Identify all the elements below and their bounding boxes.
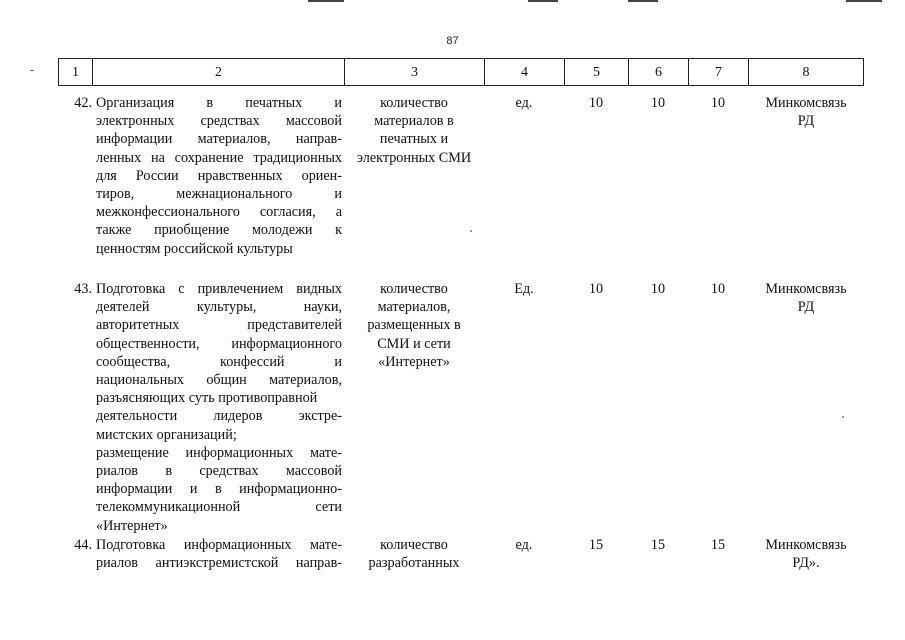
top-edge-mark: [528, 0, 558, 2]
header-col-4: 4: [485, 59, 565, 85]
desc-line: телекоммуникационной сети: [96, 499, 342, 516]
header-col-1: 1: [59, 59, 93, 85]
header-col-5: 5: [565, 59, 629, 85]
desc-line: сообщества, конфессий и: [96, 353, 342, 370]
responsible-line: РД».: [792, 555, 820, 572]
scan-speck: [470, 230, 472, 232]
row-unit: ед.: [515, 95, 533, 111]
indicator-line: печатных и: [379, 131, 449, 148]
row-unit: ед.: [515, 537, 533, 553]
indicator-line: разработанных: [368, 555, 460, 572]
row-responsible: [750, 94, 862, 130]
row-unit: Ед.: [514, 281, 534, 297]
row-value-7: 10: [710, 95, 726, 111]
row-value-5: 10: [588, 95, 604, 111]
desc-line: Организация в печатных и: [96, 95, 342, 111]
row-number: 44.: [74, 537, 92, 553]
desc-line: межконфессионального согласия, а: [96, 204, 342, 221]
header-col-2: 2: [93, 59, 345, 85]
header-col-3: 3: [345, 59, 485, 85]
desc-line: риалов антиэкстремистской направ-: [96, 555, 342, 572]
desc-line: мистских организаций;: [96, 426, 237, 443]
row-responsible: [750, 536, 862, 572]
indicator-line: количество: [380, 95, 448, 111]
scan-speck: [30, 70, 34, 71]
header-col-6: 6: [629, 59, 689, 85]
desc-line: авторитетных представителей: [96, 317, 342, 334]
row-number: 43.: [74, 281, 92, 297]
indicator-line: «Интернет»: [378, 353, 450, 370]
desc-line: национальных общин материалов,: [96, 372, 342, 389]
row-indicator: [344, 94, 484, 167]
header-col-8: 8: [802, 65, 810, 80]
desc-line: деятелей культуры, науки,: [96, 299, 342, 316]
desc-line: «Интернет»: [96, 517, 168, 534]
row-value-5: 15: [588, 537, 604, 553]
desc-line: информации и в информационно-: [96, 481, 342, 498]
top-edge-mark: [628, 0, 658, 2]
indicator-line: количество: [380, 537, 448, 553]
scan-speck: [842, 416, 844, 418]
row-number: 42.: [74, 95, 92, 111]
row-value-7: 10: [710, 281, 726, 297]
row-indicator: [344, 536, 484, 572]
desc-line: ленных на сохранение традиционных: [96, 149, 342, 166]
top-edge-mark: [846, 0, 882, 2]
header-col-7: 7: [689, 59, 749, 85]
responsible-line: Минкомсвязь: [765, 281, 847, 297]
row-description: [96, 536, 342, 572]
indicator-line: количество: [380, 281, 448, 297]
desc-line: Подготовка информационных мате-: [96, 537, 342, 553]
page-number: 87: [446, 35, 459, 47]
desc-line: риалов в средствах массовой: [96, 463, 342, 480]
indicator-line: СМИ и сети: [377, 335, 451, 352]
desc-line: Подготовка с привлечением видных: [96, 281, 342, 297]
desc-line: деятельности лидеров экстре-: [96, 408, 342, 425]
row-value-6: 15: [650, 537, 666, 553]
row-indicator: [344, 280, 484, 371]
desc-line: электронных средствах массовой: [96, 113, 342, 130]
row-value-6: 10: [650, 95, 666, 111]
desc-line: общественности, информационного: [96, 335, 342, 352]
row-description: [96, 94, 342, 258]
desc-line: тиров, межнационального и: [96, 186, 342, 203]
row-responsible: [750, 280, 862, 316]
row-value-7: 15: [710, 537, 726, 553]
top-edge-mark: [308, 0, 344, 2]
indicator-line: электронных СМИ: [356, 149, 472, 166]
indicator-line: материалов в: [374, 113, 454, 130]
table-header: [58, 58, 864, 86]
responsible-line: Минкомсвязь: [765, 537, 847, 553]
desc-line: размещение информационных мате-: [96, 444, 342, 461]
desc-line: информации материалов, направ-: [96, 131, 342, 148]
desc-line: для России нравственных ориен-: [96, 167, 342, 184]
desc-line: также приобщение молодежи к: [96, 222, 342, 239]
desc-line: ценностям российской культуры: [96, 240, 293, 257]
indicator-line: размещенных в: [367, 317, 461, 334]
row-value-6: 10: [650, 281, 666, 297]
desc-line: разъясняющих суть противоправной: [96, 390, 318, 407]
responsible-line: РД: [797, 113, 815, 130]
indicator-line: материалов,: [377, 299, 451, 316]
responsible-line: РД: [797, 299, 815, 316]
responsible-line: Минкомсвязь: [765, 95, 847, 111]
row-description: [96, 280, 342, 535]
row-value-5: 10: [588, 281, 604, 297]
